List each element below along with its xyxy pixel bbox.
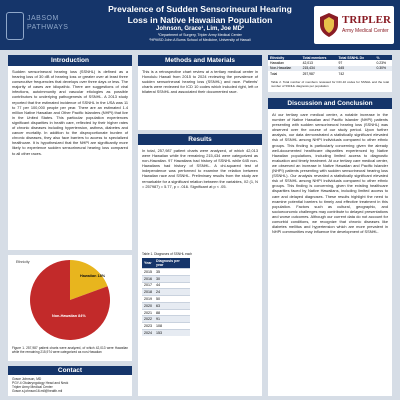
table2-cell: 257,987: [302, 71, 315, 76]
table1-cell: 30: [154, 275, 190, 282]
discussion-heading: Discussion and Conclusion: [268, 98, 392, 109]
introduction-panel: [8, 55, 132, 250]
introduction-heading: Introduction: [8, 55, 132, 66]
table1-cell: 2023: [144, 324, 152, 329]
methods-heading: Methods and Materials: [138, 55, 262, 66]
contact-line: Tripler Army Medical Center: [12, 385, 53, 390]
table1-cell: 2016: [144, 276, 152, 281]
table1-cell: 2020: [144, 303, 152, 308]
table1-row: [142, 275, 190, 282]
table1-cell: 2019: [144, 297, 152, 302]
methods-text: This is a retrospective chart review at a tertiary medical center in Honolulu Hawaii from 2015 to 2024 reviewing the prevalence of sudden sensorineural hearing loss (SSNHL) and race. Patients' charts were reviewed for ICD 10 codes which included right, left or bilateral SSNHL and associated their documented race.: [142, 69, 258, 95]
table1-cell: 108: [154, 323, 190, 330]
discussion-text: At our tertiary care medical center, a notable increase in the number of Native Hawaiian and Pacific Islander (NHPI) patients presenting with sudden sensorineural hearing loss (SSNHL) was observed over the course of our study period. Upon further analysis, our data demonstrated a statistically significant elevated risk of SSNHL among NHPI individuals compared to other ethnic groups. This finding is particularly concerning given the already well-documented healthcare disparities experienced by Native Hawaiian populations, including limited access to diagnostic evaluation and timely treatment. At our tertiary care medical center, we observed an increase in Native Hawaiian and Pacific Islander (NHPI) patients presenting with sudden sensorineural hearing loss (SSNHL). Our analysis revealed a statistically significant elevated risk of SSNHL among NHPI individuals compared to other ethnic groups. This finding is concerning, given the existing healthcare disparities faced by Native Hawaiians, including limited access to care and delayed diagnoses. These results highlight the need to examine potential barriers to timely and effective treatment in this population. Factors such as cultural, geographic, and socioeconomic challenges may contribute to delayed presentations and worse outcomes. Although our current data do not account for comorbid conditions, we recognize that chronic diseases like diabetes mellitus and hypertension which are more prevalent in NHPI communities may influence the development of SSNHL.: [272, 112, 388, 235]
table1-cell: 24: [154, 289, 190, 296]
table1-row: [142, 316, 190, 323]
table1-cell: 2024: [144, 330, 152, 335]
logo-left-text: JABSOM PATHWAYS: [27, 15, 69, 31]
table2-header: %: [374, 55, 392, 60]
table1-wrapper: [142, 258, 190, 336]
tripler-logo: [314, 6, 394, 44]
contact-email[interactable]: Grace.s.johnson16.mil@health.mil: [12, 389, 63, 394]
table2-panel: [268, 55, 392, 92]
results-panel: [138, 134, 262, 396]
tripler-emblem-icon: [318, 12, 340, 38]
table2-row: [268, 71, 392, 76]
poster-title: Prevalence of Sudden Sensorineural Hearing Loss in Native Hawaiian Population: [108, 4, 292, 25]
poster-header: [0, 0, 400, 50]
table2-cell: 645: [336, 66, 374, 71]
table1-row: [142, 330, 190, 336]
table1-cell: 35: [154, 269, 190, 276]
table1-cell: 2015: [144, 269, 152, 274]
affiliation-line: ²HPMSD John A Burns School of Medicine, University of Hawaii: [149, 37, 251, 42]
figure-panel: [8, 255, 132, 361]
table2-cell: 97: [338, 61, 343, 66]
table2-cell: Hawaiian: [270, 61, 284, 66]
table2-header: Total members: [301, 55, 337, 60]
figure-caption: Figure 1. 257,987 patient charts were analyzed, of which 42,013 were Hawaiian while the remaining 215,974 were categorized as non-Hawaiian: [12, 346, 128, 354]
table1-cell: 2022: [144, 317, 152, 322]
ethnicity-stats-table: [268, 55, 392, 77]
results-heading: Results: [138, 134, 262, 145]
contact-lines: [12, 377, 128, 393]
table2-cell: 0.23%: [376, 61, 387, 66]
table1-row: [142, 309, 190, 316]
table1-cell: 2018: [144, 290, 152, 295]
table2-cell: Total: [270, 71, 278, 76]
ethnicity-pie-chart: [8, 255, 132, 343]
table1-row: [142, 296, 190, 303]
table1-cell: 50: [154, 296, 190, 303]
table1-caption: Table 1. Diagnoses of SSNHL each: [142, 252, 192, 256]
table2-caption: Table 2. Total number of members reviewed for ICD-10 codes for SSNHL and the total number of SSNHL diagnosis per population: [271, 80, 389, 88]
affiliation-line: ¹Department of Surgery, Tripler Army Medical Center: [158, 33, 242, 37]
pie-label-hawaiian: Hawaiian 18%: [80, 274, 106, 278]
poster-affiliations: [100, 33, 300, 42]
tripler-subtitle: Army Medical Center: [342, 28, 389, 34]
jabsom-logo: [6, 8, 98, 44]
tripler-name: TRIPLER: [342, 14, 391, 26]
table2-cell: Non-Hawaiian: [268, 66, 301, 71]
table2-header: Total SSNHL Dx: [336, 55, 374, 60]
poster-authors: Johnson, Grace¹, Lim, Joe MD²: [155, 26, 244, 32]
contact-line: Grace Johnson, MD: [12, 377, 42, 381]
table1-cell: 63: [154, 302, 190, 309]
table2-header: Ethnicity: [268, 55, 301, 60]
diagnoses-per-year-table: [142, 258, 190, 336]
table1-cell: 2017: [144, 283, 152, 288]
contact-panel: [8, 366, 132, 396]
table1-row: [142, 269, 190, 276]
results-text: In total, 257,987 patient charts were analyzed, of which 42,013 were Hawaiian while the remaining 215,434 were categorized as non-Hawaiian. 97 Hawaiians had history of SSNHL while 645 non-Hawaiians had history of SSNHL. A chi-squared test of independence was performed to examine the relation between Hawaiian race and SSNHL. Preliminary results from the study are remarkable for a significant relation between the variables, X2 (1, N = 257987) = 5.77, p = .016. Significant at p < .05.: [142, 148, 258, 189]
table2-cell: 42,013: [302, 61, 313, 66]
table1-cell: 91: [154, 316, 190, 323]
table2-cell: 215,434: [301, 66, 337, 71]
logo-mark-icon: [6, 12, 24, 40]
contact-heading: Contact: [8, 366, 132, 375]
pie-label-non-hawaiian: Non-Hawaiian 84%: [52, 314, 86, 318]
methods-panel: [138, 55, 262, 130]
table2-cell: [374, 71, 392, 76]
table2-cell: 0.30%: [374, 66, 392, 71]
contact-line: PGY-4 Otolaryngology Head and Neck: [12, 381, 69, 386]
table1-row: [142, 323, 190, 330]
table1-row: [142, 302, 190, 309]
table1-cell: 153: [154, 330, 190, 336]
table1-cell: 44: [154, 282, 190, 289]
pie-legend-title: Ethnicity: [16, 260, 30, 264]
discussion-panel: [268, 98, 392, 396]
table1-row: [142, 282, 190, 289]
table1-cell: 88: [154, 309, 190, 316]
table2-cell: 742: [338, 71, 345, 76]
table1-header: Diagnosis per year: [154, 258, 190, 269]
introduction-text: Sudden sensorineural hearing loss (SSNHL) is defined as a hearing loss of 30 dB of hearing loss or greater over at least three consecutive frequencies that develops over three days or less. The majority of cases are idiopathic. There are suggestions of viral infections, autoimmunity and vascular etiologies as possible contributors to underlying pathogenesis of SSNHL. A 2013 study reported that the estimated incidence of SSNHL in the USA was 11 to 77 per 100,000 people per year. There are an estimated 1.4 million Native Hawaiian and Other Pacific Islanders (NHPI) that live in the United States. This particular population experiences significant disparities in health care, reflected by their higher rates of chronic diseases including hypertension, asthma, diabetes and cancer mortality. In addition to the disproportionate burden of chronic diseases, they also face barriers to access to specialized healthcare. It is hypothesized that the NHPI are significantly more likely to experience sudden sensorineural hearing loss compared to all other races.: [12, 69, 128, 156]
table1-cell: 2021: [144, 310, 152, 315]
table1-row: [142, 289, 190, 296]
table1-header: Year: [142, 258, 154, 269]
